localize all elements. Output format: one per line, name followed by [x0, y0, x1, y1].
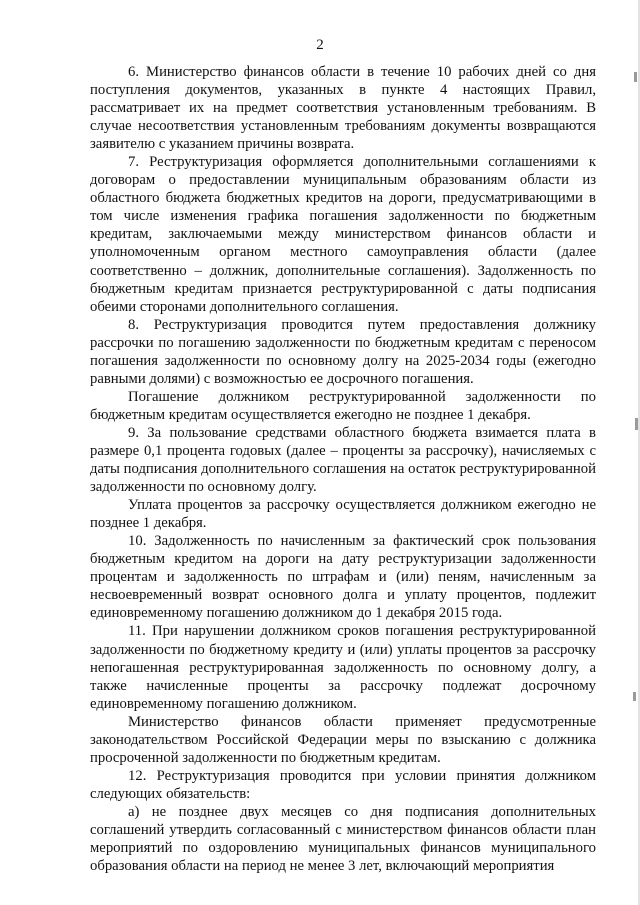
paragraph-10: 10. Задолженность по начисленным за фактический срок пользования бюджетным кредитом на дороги на дату реструктуризации задолженности процентам и задолженность по штрафам и (или) пеням, начисленным за несвоевременный возврат основного долга и уплату процентов, подлежит единовременному погашению должником до 1 декабря 2015 года. — [90, 533, 596, 622]
scan-mark-top — [634, 72, 637, 82]
paragraph-6: 6. Министерство финансов области в течение 10 рабочих дней со дня поступления документов, указанных в пункте 4 настоящих Правил, рассматривает их на предмет соответствия установленным требованиям. В случае несоответствия установленным требованиям документы возвращаются заявителю с указанием причины возврата. — [90, 64, 596, 153]
paragraph-8-repayment: Погашение должником реструктурированной задолженности по бюджетным кредитам осуществляется ежегодно не позднее 1 декабря. — [90, 388, 596, 423]
paragraph-9-interest-payment: Уплата процентов за рассрочку осуществляется должником ежегодно не позднее 1 декабря. — [90, 497, 596, 532]
paragraph-9: 9. За пользование средствами областного бюджета взимается плата в размере 0,1 процента годовых (далее – проценты за рассрочку), начисляемых с даты подписания дополнительного соглашения на остаток реструктурированной задолженности по основному долгу. — [90, 424, 596, 496]
scan-mark-bottom — [633, 692, 636, 701]
document-body — [90, 63, 596, 875]
paragraph-7: 7. Реструктуризация оформляется дополнительными соглашениями к договорам о предоставлении муниципальным образованиям области из областного бюджета бюджетных кредитов на дороги, предусматривающими в том числе изменения графика погашения задолженности по бюджетным кредитам, заключаемыми между министерством финансов области и уполномоченным органом местного самоуправления области (далее соответственно – должник, дополнительные соглашения). Задолженность по бюджетным кредитам признается реструктурированной с даты подписания обеими сторонами дополнительного соглашения. — [90, 154, 596, 315]
paragraph-12-a: а) не позднее двух месяцев со дня подписания дополнительных соглашений утвердить согласованный с министерством финансов области план мероприятий по оздоровлению муниципальных финансов муниципального образования области на период не менее 3 лет, включающий мероприятия — [90, 803, 596, 875]
page-number: 2 — [316, 37, 324, 53]
paragraph-11-enforcement: Министерство финансов области применяет предусмотренные законодательством Российской Федерации меры по взысканию с должника просроченной задолженности по бюджетным кредитам. — [90, 713, 596, 766]
paragraph-12: 12. Реструктуризация проводится при условии принятия должником следующих обязательств: — [90, 767, 596, 802]
paragraph-11: 11. При нарушении должником сроков погашения реструктурированной задолженности по бюджетному кредиту и (или) уплаты процентов за рассрочку непогашенная реструктурированная задолженность по основному долгу, а также начисленные проценты за рассрочку подлежат досрочному единовременному погашению должником. — [90, 623, 596, 712]
scan-mark-middle — [635, 418, 638, 430]
paragraph-8: 8. Реструктуризация проводится путем предоставления должнику рассрочки по погашению задолженности по бюджетным кредитам с переносом погашения задолженности по основному долгу на 2025-2034 годы (ежегодно равными долями) с возможностью ее досрочного погашения. — [90, 316, 596, 387]
